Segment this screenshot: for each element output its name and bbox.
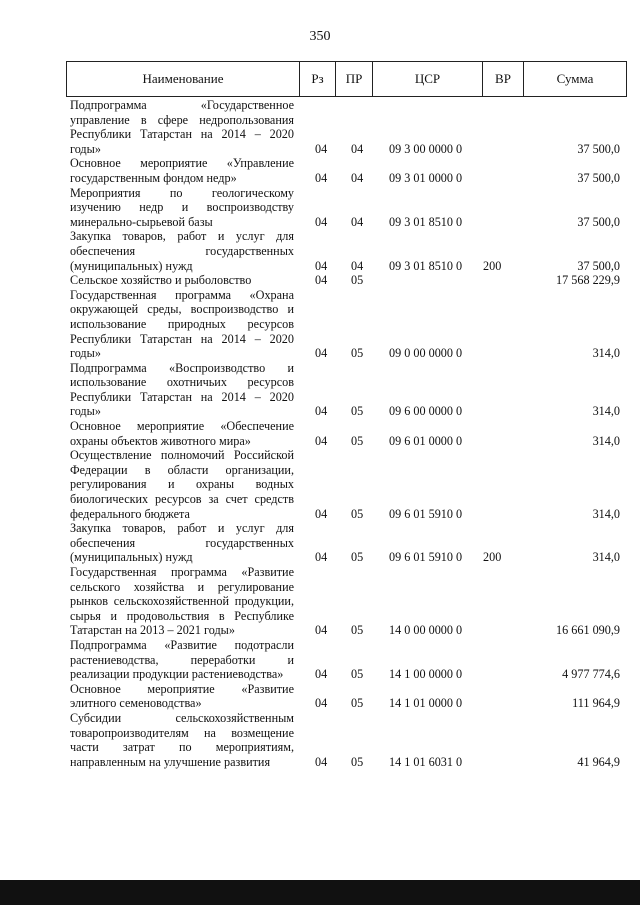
row-vr: 200 [483,258,502,273]
row-sum: 41 964,9 [577,754,620,769]
row-pr: 05 [351,404,364,419]
row-pr: 05 [351,273,364,288]
header-name: Наименование [67,62,300,96]
header-csr: ЦСР [373,62,483,96]
row-rz: 04 [315,273,328,288]
row-name: Основное мероприятие «Управление государственным фондом недр» [70,156,294,185]
table-row [70,448,630,521]
row-name: Сельское хозяйство и рыболовство [70,273,252,288]
row-name: Мероприятия по геологическому изучению недр и воспроизводству минерально-сырьевой базы [70,185,294,229]
table-row [70,273,630,288]
row-sum: 111 964,9 [572,696,620,711]
row-name: Основное мероприятие «Обеспечение охраны объектов животного мира» [70,419,294,448]
row-csr: 14 1 00 0000 0 [389,667,463,682]
row-sum: 314,0 [592,506,620,521]
row-csr: 09 6 00 0000 0 [389,404,463,419]
row-name: Государственная программа «Охрана окружающей среды, воспроизводство и использование природных ресурсов Республики Татарстан на 2014 – 2020 годы» [70,287,294,361]
row-name: Подпрограмма «Государственное управление в сфере недропользования Республики Татарстан на 2014 – 2020 годы» [70,98,294,156]
row-csr: 09 0 00 0000 0 [389,346,463,361]
row-pr: 05 [351,696,364,711]
row-rz: 04 [315,433,328,448]
row-sum: 314,0 [592,550,620,565]
row-sum: 37 500,0 [577,214,620,229]
row-csr: 09 3 01 8510 0 [389,214,463,229]
table-body [70,98,630,769]
row-name: Субсидии сельскохозяйственным товаропроизводителям на возмещение части затрат по мероприятиям, направленным на улучшение развития [70,710,294,769]
table-row [70,361,630,419]
row-pr: 05 [351,346,364,361]
header-pr: ПР [336,62,373,96]
row-sum: 4 977 774,6 [562,667,620,682]
row-rz: 04 [315,623,328,638]
row-rz: 04 [315,550,328,565]
row-pr: 05 [351,623,364,638]
row-csr: 14 1 01 6031 0 [389,754,463,769]
row-pr: 05 [351,754,364,769]
row-rz: 04 [315,667,328,682]
table-row [70,156,630,185]
row-sum: 16 661 090,9 [556,623,620,638]
row-csr: 09 6 01 5910 0 [389,506,463,521]
row-csr: 09 3 01 8510 0 [389,258,463,273]
row-rz: 04 [315,696,328,711]
row-name: Основное мероприятие «Развитие элитного семеноводства» [70,681,294,711]
row-pr: 04 [351,214,364,229]
row-rz: 04 [315,506,328,521]
table-row [70,229,630,273]
row-rz: 04 [315,141,328,156]
row-csr: 09 6 01 5910 0 [389,550,463,565]
table-row [70,711,630,769]
row-csr: 09 6 01 0000 0 [389,433,463,448]
table-row [70,98,630,156]
page-number: 350 [309,29,331,44]
row-sum: 314,0 [592,433,620,448]
row-rz: 04 [315,214,328,229]
row-rz: 04 [315,404,328,419]
row-pr: 05 [351,433,364,448]
table-row [70,682,630,711]
row-rz: 04 [315,754,328,769]
table-row [70,186,630,230]
row-rz: 04 [315,258,328,273]
row-csr: 14 1 01 0000 0 [389,696,463,711]
row-sum: 37 500,0 [577,141,620,156]
row-csr: 09 3 01 0000 0 [389,170,463,185]
row-name: Осуществление полномочий Российской Федерации в области организации, регулирования и охраны водных биологических ресурсов за счет средств федерального бюджета [70,448,294,521]
table-row [70,419,630,448]
table-header [66,61,627,97]
row-csr: 14 0 00 0000 0 [389,623,463,638]
scan-bottom-edge [0,880,640,905]
header-rz: Рз [300,62,336,96]
row-rz: 04 [315,170,328,185]
row-name: Подпрограмма «Воспроизводство и использование охотничьих ресурсов Республики Татарстан на 2014 – 2020 годы» [70,360,294,419]
row-sum: 37 500,0 [577,258,620,273]
row-csr: 09 3 00 0000 0 [389,141,463,156]
header-vr: ВР [483,62,524,96]
header-sum: Сумма [556,71,594,86]
row-sum: 314,0 [592,346,620,361]
row-sum: 37 500,0 [577,170,620,185]
row-name: Закупка товаров, работ и услуг для обеспечения государственных (муниципальных) нужд [70,229,294,273]
row-pr: 04 [351,258,364,273]
row-rz: 04 [315,346,328,361]
row-vr: 200 [483,550,502,565]
row-sum: 314,0 [592,404,620,419]
row-name: Государственная программа «Развитие сельского хозяйства и регулирование рынков сельскохозяйственной продукции, сырья и продовольствия в Республике Татарстан на 2013 – 2021 годы» [70,565,294,638]
table-row [70,638,630,682]
row-sum: 17 568 229,9 [556,273,620,288]
table-row [70,565,630,638]
row-pr: 05 [351,667,364,682]
row-pr: 04 [351,141,364,156]
table-row [70,521,630,565]
table-row [70,288,630,361]
row-pr: 05 [351,550,364,565]
row-pr: 05 [351,506,364,521]
row-name: Закупка товаров, работ и услуг для обеспечения государственных (муниципальных) нужд [70,521,294,565]
row-pr: 04 [351,170,364,185]
row-name: Подпрограмма «Развитие подотрасли растениеводства, переработки и реализации продукции растениеводства» [70,637,294,682]
